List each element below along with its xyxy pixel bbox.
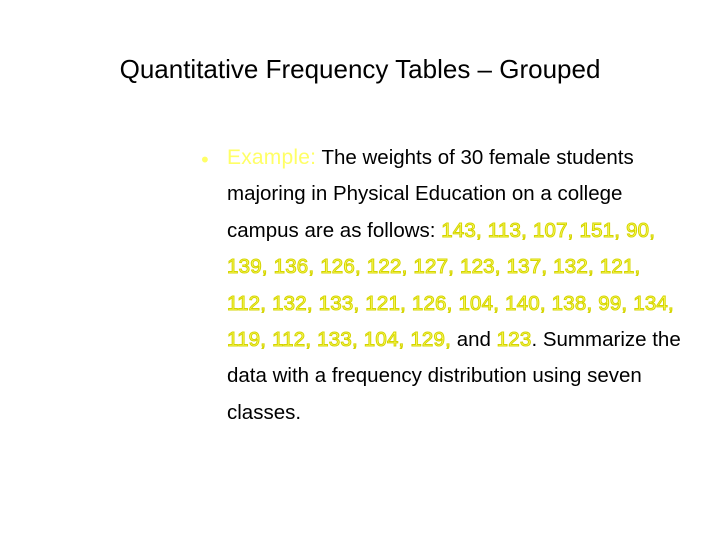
data-value-last: 123 (496, 328, 532, 352)
and-text: and (451, 328, 497, 352)
intro-text: The weights of 30 female students majoring in Physical Education on a college campus are as follows: (227, 146, 634, 242)
example-label: Example: (227, 146, 317, 169)
closing-text: . Summarize the data with a frequency distribution using seven classes. (227, 328, 681, 424)
example-paragraph (227, 140, 682, 431)
data-value-first: 143, (441, 218, 482, 242)
data-values-list: 113, 107, 151, 90, 139, 136, 126, 122, 127, 123, 137, 132, 121, 112, 132, 133, 121, 126, 104, 140, 138, 99, 134, 119, 112, 133, 104, 129, (227, 218, 674, 352)
slide-content (199, 140, 689, 431)
bullet-marker: • (199, 148, 211, 172)
slide-title: Quantitative Frequency Tables – Grouped (119, 54, 601, 84)
